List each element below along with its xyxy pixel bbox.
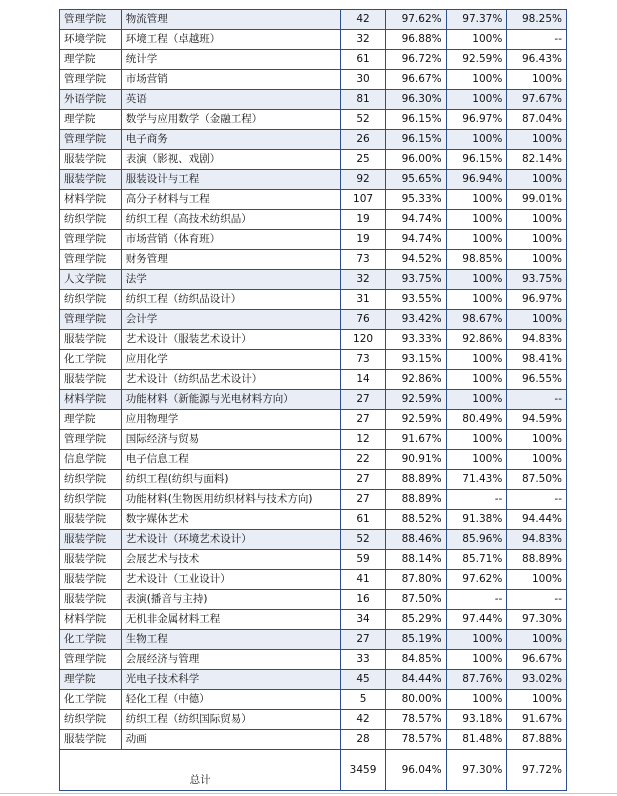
table-row bbox=[60, 550, 567, 570]
college-cell: 纺织学院 bbox=[60, 710, 122, 730]
rate-3-cell: -- bbox=[507, 490, 567, 510]
table-row bbox=[60, 590, 567, 610]
college-cell: 服装学院 bbox=[60, 510, 122, 530]
count-cell: 12 bbox=[341, 430, 386, 450]
count-cell: 81 bbox=[341, 90, 386, 110]
table-row bbox=[60, 570, 567, 590]
major-cell: 纺织工程（高技术纺织品） bbox=[121, 210, 340, 230]
rate-2-cell: 87.76% bbox=[446, 670, 507, 690]
major-cell: 光电子技术科学 bbox=[121, 670, 340, 690]
rate-3-cell: 98.25% bbox=[507, 10, 567, 30]
count-cell: 27 bbox=[341, 630, 386, 650]
rate-1-cell: 92.86% bbox=[385, 370, 446, 390]
rate-1-cell: 91.67% bbox=[385, 430, 446, 450]
college-cell: 服装学院 bbox=[60, 730, 122, 750]
major-cell: 应用物理学 bbox=[121, 410, 340, 430]
count-cell: 16 bbox=[341, 590, 386, 610]
rate-3-cell: 91.67% bbox=[507, 710, 567, 730]
rate-1-cell: 96.30% bbox=[385, 90, 446, 110]
rate-3-cell: 93.75% bbox=[507, 270, 567, 290]
table-row bbox=[60, 510, 567, 530]
major-cell: 纺织工程(纺织与面料) bbox=[121, 470, 340, 490]
major-cell: 统计学 bbox=[121, 50, 340, 70]
count-cell: 61 bbox=[341, 510, 386, 530]
major-cell: 环境工程（卓越班） bbox=[121, 30, 340, 50]
rate-2-cell: 96.15% bbox=[446, 150, 507, 170]
employment-rate-table bbox=[59, 9, 567, 791]
rate-3-cell: 100% bbox=[507, 250, 567, 270]
count-cell: 19 bbox=[341, 210, 386, 230]
rate-1-cell: 78.57% bbox=[385, 730, 446, 750]
count-cell: 27 bbox=[341, 470, 386, 490]
rate-3-cell: 100% bbox=[507, 570, 567, 590]
major-cell: 数学与应用数学（金融工程） bbox=[121, 110, 340, 130]
rate-1-cell: 96.15% bbox=[385, 110, 446, 130]
rate-3-cell: 100% bbox=[507, 630, 567, 650]
major-cell: 表演（影视、戏剧） bbox=[121, 150, 340, 170]
rate-1-cell: 87.80% bbox=[385, 570, 446, 590]
rate-1-cell: 94.74% bbox=[385, 210, 446, 230]
rate-1-cell: 80.00% bbox=[385, 690, 446, 710]
rate-3-cell: 100% bbox=[507, 130, 567, 150]
table-row bbox=[60, 210, 567, 230]
rate-1-cell: 93.55% bbox=[385, 290, 446, 310]
table-row bbox=[60, 710, 567, 730]
table-row bbox=[60, 230, 567, 250]
college-cell: 化工学院 bbox=[60, 350, 122, 370]
rate-2-cell: -- bbox=[446, 590, 507, 610]
major-cell: 会展经济与管理 bbox=[121, 650, 340, 670]
rate-3-cell: -- bbox=[507, 590, 567, 610]
rate-1-cell: 95.65% bbox=[385, 170, 446, 190]
count-cell: 27 bbox=[341, 390, 386, 410]
rate-3-cell: 94.44% bbox=[507, 510, 567, 530]
rate-1-cell: 93.15% bbox=[385, 350, 446, 370]
table-row bbox=[60, 170, 567, 190]
major-cell: 功能材料(生物医用纺织材料与技术方向) bbox=[121, 490, 340, 510]
rate-3-cell: -- bbox=[507, 390, 567, 410]
rate-1-cell: 85.29% bbox=[385, 610, 446, 630]
rate-2-cell: 85.96% bbox=[446, 530, 507, 550]
rate-3-cell: 87.88% bbox=[507, 730, 567, 750]
rate-2-cell: 100% bbox=[446, 350, 507, 370]
rate-1-cell: 96.88% bbox=[385, 30, 446, 50]
college-cell: 管理学院 bbox=[60, 130, 122, 150]
rate-2-cell: 92.59% bbox=[446, 50, 507, 70]
table-row bbox=[60, 630, 567, 650]
table-row bbox=[60, 70, 567, 90]
count-cell: 42 bbox=[341, 710, 386, 730]
table-row bbox=[60, 410, 567, 430]
rate-3-cell: 100% bbox=[507, 210, 567, 230]
table-row bbox=[60, 130, 567, 150]
rate-3-cell: 96.97% bbox=[507, 290, 567, 310]
rate-2-cell: 97.37% bbox=[446, 10, 507, 30]
college-cell: 管理学院 bbox=[60, 430, 122, 450]
table-row bbox=[60, 430, 567, 450]
count-cell: 33 bbox=[341, 650, 386, 670]
rate-3-cell: 100% bbox=[507, 450, 567, 470]
count-cell: 32 bbox=[341, 270, 386, 290]
count-cell: 25 bbox=[341, 150, 386, 170]
rate-2-cell: 92.86% bbox=[446, 330, 507, 350]
rate-3-cell: 96.43% bbox=[507, 50, 567, 70]
major-cell: 电子信息工程 bbox=[121, 450, 340, 470]
count-cell: 45 bbox=[341, 670, 386, 690]
rate-2-cell: 100% bbox=[446, 650, 507, 670]
college-cell: 纺织学院 bbox=[60, 210, 122, 230]
total-rate-2: 97.30% bbox=[446, 750, 507, 791]
count-cell: 41 bbox=[341, 570, 386, 590]
college-cell: 服装学院 bbox=[60, 170, 122, 190]
rate-2-cell: 100% bbox=[446, 690, 507, 710]
rate-1-cell: 93.75% bbox=[385, 270, 446, 290]
college-cell: 服装学院 bbox=[60, 370, 122, 390]
rate-1-cell: 90.91% bbox=[385, 450, 446, 470]
major-cell: 物流管理 bbox=[121, 10, 340, 30]
rate-2-cell: 100% bbox=[446, 70, 507, 90]
rate-1-cell: 96.72% bbox=[385, 50, 446, 70]
major-cell: 应用化学 bbox=[121, 350, 340, 370]
rate-1-cell: 87.50% bbox=[385, 590, 446, 610]
college-cell: 管理学院 bbox=[60, 650, 122, 670]
college-cell: 服装学院 bbox=[60, 150, 122, 170]
major-cell: 艺术设计（纺织品艺术设计） bbox=[121, 370, 340, 390]
table-row bbox=[60, 610, 567, 630]
rate-3-cell: 87.04% bbox=[507, 110, 567, 130]
rate-3-cell: 97.67% bbox=[507, 90, 567, 110]
count-cell: 5 bbox=[341, 690, 386, 710]
rate-3-cell: 94.59% bbox=[507, 410, 567, 430]
rate-2-cell: 98.67% bbox=[446, 310, 507, 330]
rate-3-cell: 88.89% bbox=[507, 550, 567, 570]
table-row bbox=[60, 270, 567, 290]
count-cell: 28 bbox=[341, 730, 386, 750]
major-cell: 动画 bbox=[121, 730, 340, 750]
rate-2-cell: 97.44% bbox=[446, 610, 507, 630]
rate-1-cell: 92.59% bbox=[385, 390, 446, 410]
college-cell: 纺织学院 bbox=[60, 470, 122, 490]
major-cell: 数字媒体艺术 bbox=[121, 510, 340, 530]
college-cell: 信息学院 bbox=[60, 450, 122, 470]
major-cell: 纺织工程（纺织国际贸易） bbox=[121, 710, 340, 730]
total-count: 3459 bbox=[341, 750, 386, 791]
college-cell: 理学院 bbox=[60, 410, 122, 430]
major-cell: 国际经济与贸易 bbox=[121, 430, 340, 450]
major-cell: 轻化工程（中德） bbox=[121, 690, 340, 710]
count-cell: 30 bbox=[341, 70, 386, 90]
count-cell: 27 bbox=[341, 490, 386, 510]
count-cell: 92 bbox=[341, 170, 386, 190]
table-row bbox=[60, 90, 567, 110]
rate-2-cell: 100% bbox=[446, 90, 507, 110]
table-body bbox=[60, 10, 567, 750]
college-cell: 环境学院 bbox=[60, 30, 122, 50]
rate-3-cell: 97.30% bbox=[507, 610, 567, 630]
rate-3-cell: 96.67% bbox=[507, 650, 567, 670]
major-cell: 无机非金属材料工程 bbox=[121, 610, 340, 630]
table-row bbox=[60, 30, 567, 50]
rate-2-cell: 96.97% bbox=[446, 110, 507, 130]
count-cell: 22 bbox=[341, 450, 386, 470]
count-cell: 42 bbox=[341, 10, 386, 30]
rate-1-cell: 97.62% bbox=[385, 10, 446, 30]
rate-2-cell: 93.18% bbox=[446, 710, 507, 730]
major-cell: 生物工程 bbox=[121, 630, 340, 650]
rate-1-cell: 88.52% bbox=[385, 510, 446, 530]
rate-2-cell: 100% bbox=[446, 270, 507, 290]
table-row bbox=[60, 690, 567, 710]
table-row bbox=[60, 50, 567, 70]
rate-1-cell: 88.14% bbox=[385, 550, 446, 570]
table-row bbox=[60, 730, 567, 750]
table-row bbox=[60, 650, 567, 670]
rate-2-cell: 96.94% bbox=[446, 170, 507, 190]
major-cell: 英语 bbox=[121, 90, 340, 110]
rate-1-cell: 85.19% bbox=[385, 630, 446, 650]
count-cell: 107 bbox=[341, 190, 386, 210]
table-row bbox=[60, 450, 567, 470]
college-cell: 管理学院 bbox=[60, 310, 122, 330]
rate-1-cell: 84.85% bbox=[385, 650, 446, 670]
count-cell: 73 bbox=[341, 350, 386, 370]
count-cell: 52 bbox=[341, 110, 386, 130]
rate-1-cell: 94.52% bbox=[385, 250, 446, 270]
count-cell: 31 bbox=[341, 290, 386, 310]
rate-3-cell: 94.83% bbox=[507, 530, 567, 550]
count-cell: 59 bbox=[341, 550, 386, 570]
rate-3-cell: 100% bbox=[507, 170, 567, 190]
rate-3-cell: -- bbox=[507, 30, 567, 50]
rate-3-cell: 100% bbox=[507, 230, 567, 250]
rate-1-cell: 93.33% bbox=[385, 330, 446, 350]
rate-1-cell: 84.44% bbox=[385, 670, 446, 690]
rate-2-cell: 80.49% bbox=[446, 410, 507, 430]
rate-3-cell: 99.01% bbox=[507, 190, 567, 210]
rate-2-cell: 100% bbox=[446, 30, 507, 50]
page-bottom-divider bbox=[0, 793, 617, 794]
total-label: 总计 bbox=[60, 750, 341, 791]
count-cell: 32 bbox=[341, 30, 386, 50]
college-cell: 材料学院 bbox=[60, 190, 122, 210]
major-cell: 功能材料（新能源与光电材料方向） bbox=[121, 390, 340, 410]
rate-2-cell: 97.62% bbox=[446, 570, 507, 590]
rate-2-cell: 100% bbox=[446, 190, 507, 210]
college-cell: 纺织学院 bbox=[60, 290, 122, 310]
rate-2-cell: 81.48% bbox=[446, 730, 507, 750]
table-row bbox=[60, 330, 567, 350]
rate-3-cell: 100% bbox=[507, 690, 567, 710]
major-cell: 电子商务 bbox=[121, 130, 340, 150]
rate-3-cell: 94.83% bbox=[507, 330, 567, 350]
rate-2-cell: 85.71% bbox=[446, 550, 507, 570]
rate-1-cell: 88.89% bbox=[385, 490, 446, 510]
count-cell: 27 bbox=[341, 410, 386, 430]
rate-1-cell: 93.42% bbox=[385, 310, 446, 330]
rate-2-cell: 100% bbox=[446, 430, 507, 450]
college-cell: 纺织学院 bbox=[60, 490, 122, 510]
rate-2-cell: 100% bbox=[446, 210, 507, 230]
major-cell: 财务管理 bbox=[121, 250, 340, 270]
major-cell: 法学 bbox=[121, 270, 340, 290]
table-row bbox=[60, 10, 567, 30]
count-cell: 120 bbox=[341, 330, 386, 350]
major-cell: 会展艺术与技术 bbox=[121, 550, 340, 570]
rate-2-cell: 71.43% bbox=[446, 470, 507, 490]
table-row bbox=[60, 150, 567, 170]
rate-3-cell: 100% bbox=[507, 430, 567, 450]
college-cell: 服装学院 bbox=[60, 590, 122, 610]
table-row bbox=[60, 190, 567, 210]
rate-1-cell: 78.57% bbox=[385, 710, 446, 730]
college-cell: 理学院 bbox=[60, 110, 122, 130]
major-cell: 服装设计与工程 bbox=[121, 170, 340, 190]
major-cell: 艺术设计（服装艺术设计） bbox=[121, 330, 340, 350]
rate-2-cell: 100% bbox=[446, 630, 507, 650]
table-row bbox=[60, 530, 567, 550]
college-cell: 管理学院 bbox=[60, 10, 122, 30]
table-row bbox=[60, 290, 567, 310]
major-cell: 艺术设计（工业设计） bbox=[121, 570, 340, 590]
rate-3-cell: 82.14% bbox=[507, 150, 567, 170]
rate-1-cell: 88.46% bbox=[385, 530, 446, 550]
rate-3-cell: 98.41% bbox=[507, 350, 567, 370]
college-cell: 理学院 bbox=[60, 670, 122, 690]
table-row bbox=[60, 370, 567, 390]
total-rate-1: 96.04% bbox=[385, 750, 446, 791]
rate-2-cell: 100% bbox=[446, 290, 507, 310]
rate-1-cell: 96.67% bbox=[385, 70, 446, 90]
rate-3-cell: 87.50% bbox=[507, 470, 567, 490]
rate-2-cell: 100% bbox=[446, 130, 507, 150]
rate-2-cell: 100% bbox=[446, 450, 507, 470]
rate-2-cell: 98.85% bbox=[446, 250, 507, 270]
table-row bbox=[60, 350, 567, 370]
rate-1-cell: 94.74% bbox=[385, 230, 446, 250]
count-cell: 14 bbox=[341, 370, 386, 390]
rate-2-cell: 100% bbox=[446, 370, 507, 390]
college-cell: 化工学院 bbox=[60, 630, 122, 650]
count-cell: 76 bbox=[341, 310, 386, 330]
rate-3-cell: 100% bbox=[507, 70, 567, 90]
rate-1-cell: 95.33% bbox=[385, 190, 446, 210]
major-cell: 高分子材料与工程 bbox=[121, 190, 340, 210]
major-cell: 表演(播音与主持) bbox=[121, 590, 340, 610]
total-rate-3: 97.72% bbox=[507, 750, 567, 791]
count-cell: 73 bbox=[341, 250, 386, 270]
rate-3-cell: 93.02% bbox=[507, 670, 567, 690]
major-cell: 会计学 bbox=[121, 310, 340, 330]
college-cell: 服装学院 bbox=[60, 570, 122, 590]
count-cell: 61 bbox=[341, 50, 386, 70]
major-cell: 纺织工程（纺织品设计） bbox=[121, 290, 340, 310]
major-cell: 市场营销 bbox=[121, 70, 340, 90]
count-cell: 52 bbox=[341, 530, 386, 550]
rate-1-cell: 96.15% bbox=[385, 130, 446, 150]
rate-2-cell: -- bbox=[446, 490, 507, 510]
rate-3-cell: 96.55% bbox=[507, 370, 567, 390]
college-cell: 材料学院 bbox=[60, 390, 122, 410]
rate-1-cell: 88.89% bbox=[385, 470, 446, 490]
college-cell: 管理学院 bbox=[60, 250, 122, 270]
college-cell: 理学院 bbox=[60, 50, 122, 70]
college-cell: 材料学院 bbox=[60, 610, 122, 630]
rate-3-cell: 100% bbox=[507, 310, 567, 330]
rate-1-cell: 92.59% bbox=[385, 410, 446, 430]
college-cell: 人文学院 bbox=[60, 270, 122, 290]
college-cell: 化工学院 bbox=[60, 690, 122, 710]
college-cell: 服装学院 bbox=[60, 530, 122, 550]
table-row bbox=[60, 390, 567, 410]
major-cell: 市场营销（体育班） bbox=[121, 230, 340, 250]
count-cell: 26 bbox=[341, 130, 386, 150]
table-row bbox=[60, 470, 567, 490]
rate-1-cell: 96.00% bbox=[385, 150, 446, 170]
college-cell: 管理学院 bbox=[60, 230, 122, 250]
table-row bbox=[60, 310, 567, 330]
college-cell: 管理学院 bbox=[60, 70, 122, 90]
major-cell: 艺术设计（环境艺术设计） bbox=[121, 530, 340, 550]
total-row bbox=[60, 750, 567, 791]
table-row bbox=[60, 110, 567, 130]
table-row bbox=[60, 670, 567, 690]
rate-2-cell: 91.38% bbox=[446, 510, 507, 530]
count-cell: 19 bbox=[341, 230, 386, 250]
table-row bbox=[60, 250, 567, 270]
rate-2-cell: 100% bbox=[446, 390, 507, 410]
count-cell: 34 bbox=[341, 610, 386, 630]
college-cell: 服装学院 bbox=[60, 550, 122, 570]
rate-2-cell: 100% bbox=[446, 230, 507, 250]
college-cell: 外语学院 bbox=[60, 90, 122, 110]
table-row bbox=[60, 490, 567, 510]
college-cell: 服装学院 bbox=[60, 330, 122, 350]
